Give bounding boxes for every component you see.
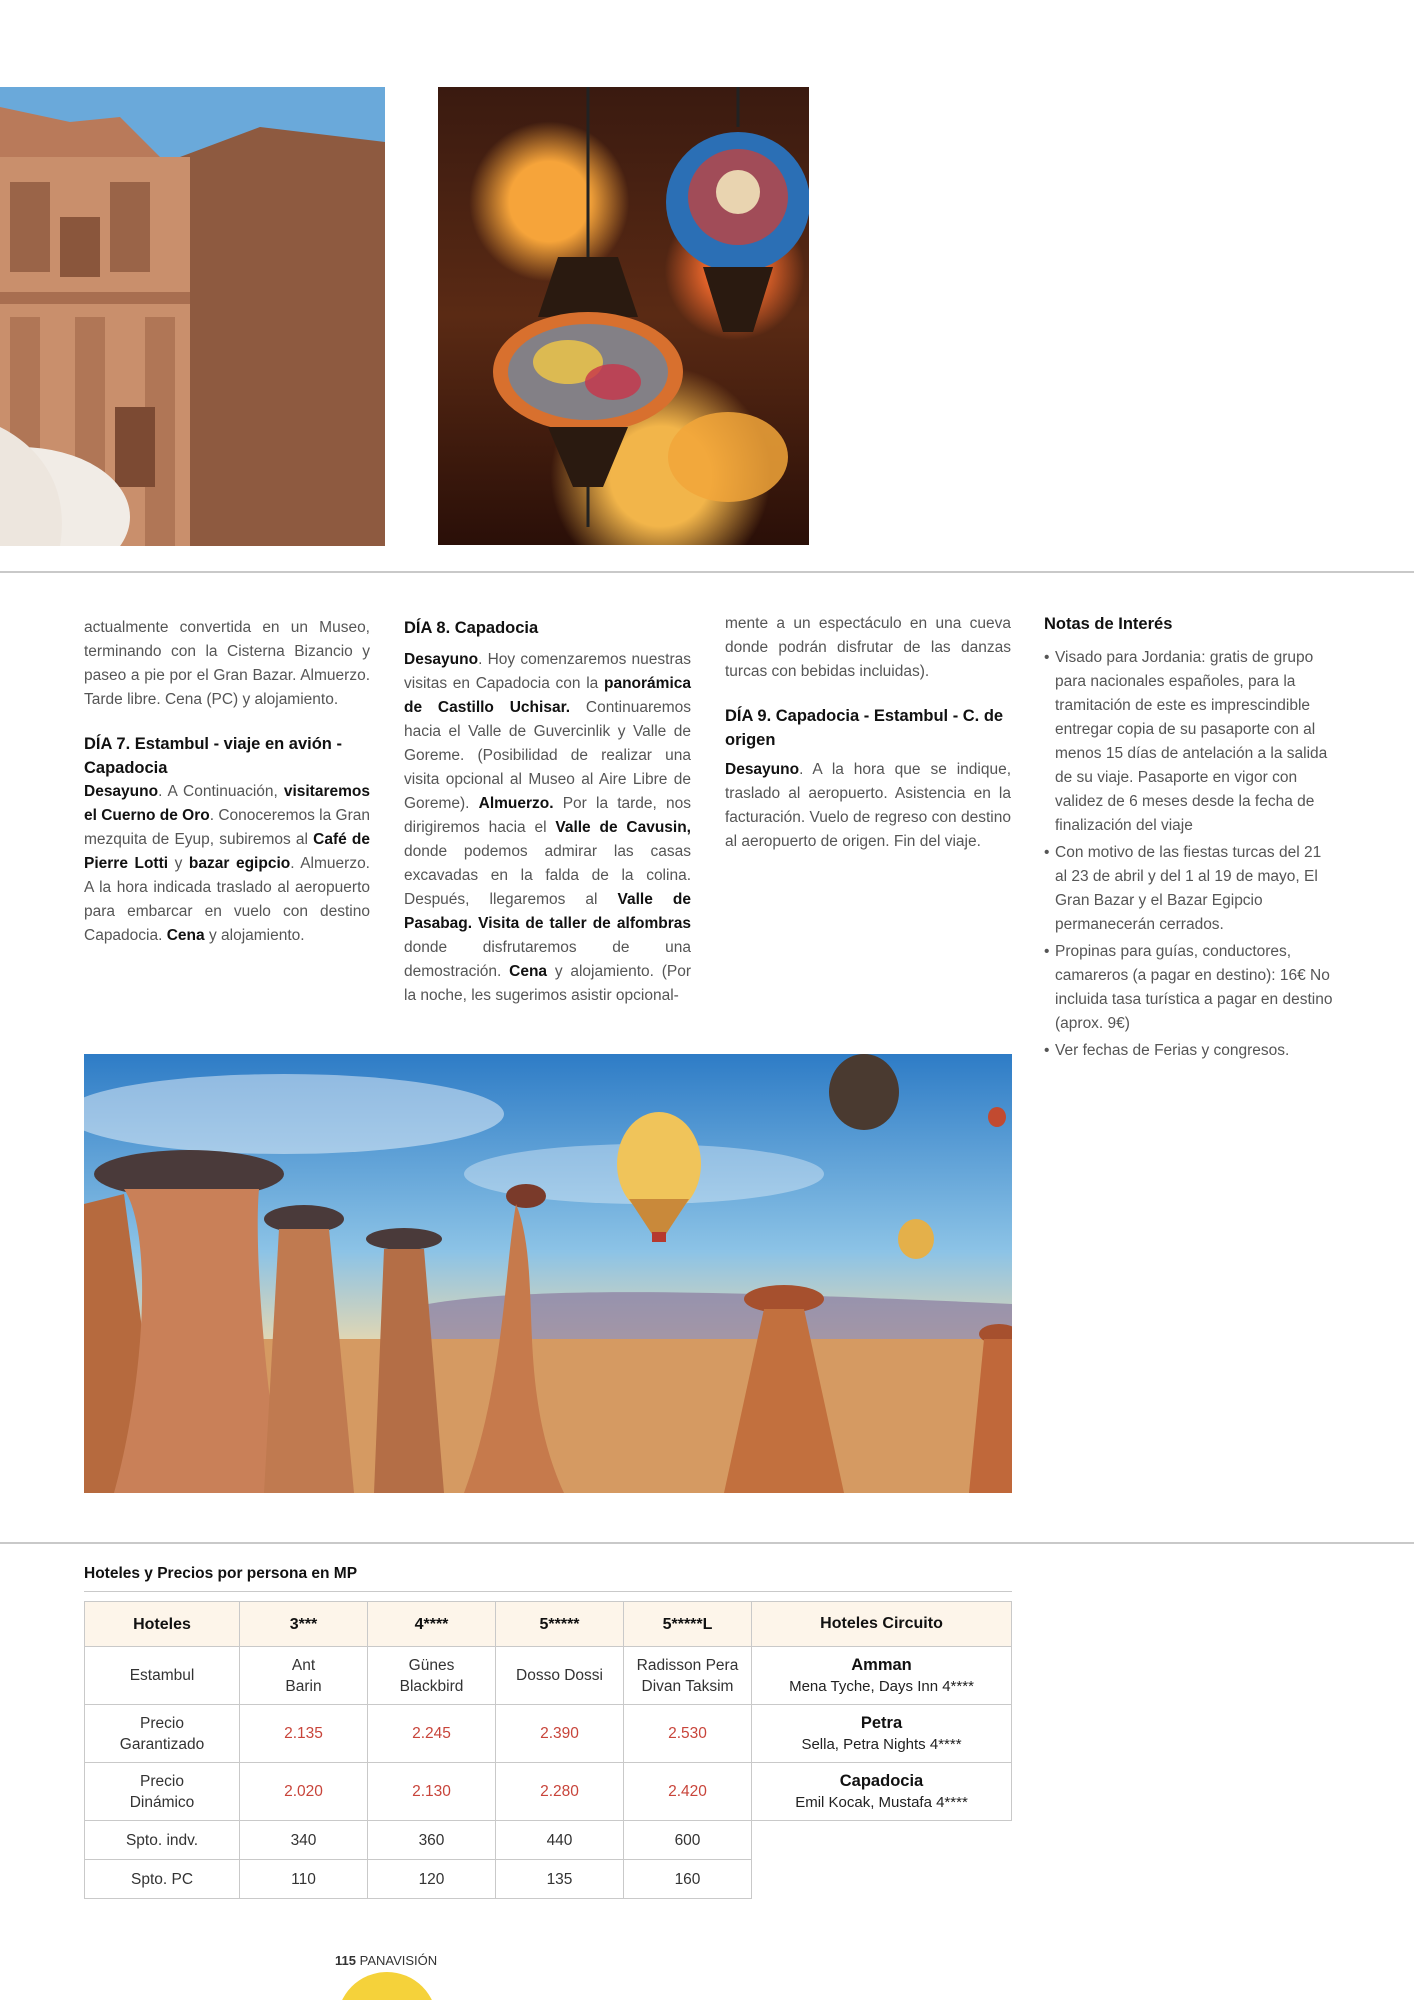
day9-text: Desayuno. A la hora que se indique, traslado al aeropuerto. Asistencia en la facturación. Vuelo de regreso con destino al aeropuerto de origen. Fin del viaje. [725, 761, 1011, 850]
price-cell: 2.280 [496, 1763, 624, 1821]
column-1 [84, 616, 370, 948]
col3-continuation: mente a un espectáculo en una cueva donde podrán disfrutar de las danzas turcas con bebidas incluidas). [725, 615, 1011, 680]
column-3 [725, 612, 1011, 854]
day9-title: DÍA 9. Capadocia - Estambul - C. de origen [725, 707, 1004, 749]
circuit-row [752, 1705, 1012, 1763]
price-cell: 2.420 [624, 1763, 752, 1821]
petra-photo [0, 87, 385, 546]
supplement-cell: 160 [624, 1860, 752, 1899]
price-cell: 2.390 [496, 1705, 624, 1763]
circuit-row [752, 1647, 1012, 1705]
row-label: Precio Garantizado [85, 1705, 240, 1763]
circuit-row [752, 1763, 1012, 1821]
table-row-garantizado [85, 1705, 752, 1763]
table-row-spto-pc [85, 1860, 752, 1899]
yellow-tab [337, 1972, 437, 2000]
note-item: • Con motivo de las fiestas turcas del 21 al 23 de abril y del 1 al 19 de mayo, El Gran Bazar y el Bazar Egipcio permanecerán cerrados. [1044, 841, 1334, 937]
note-item: • Propinas para guías, conductores, camareros (a pagar en destino): 16€ No incluida tasa turística a pagar en destino (aprox. 9€) [1044, 940, 1334, 1036]
price-table [84, 1601, 752, 1899]
circuit-city: Petra [860, 1713, 903, 1732]
notes-title: Notas de Interés [1044, 615, 1173, 633]
circuit-cell [752, 1647, 1012, 1705]
table-row-estambul [85, 1647, 752, 1705]
row-label: Precio Dinámico [85, 1763, 240, 1821]
header-5-star: 5***** [496, 1602, 624, 1647]
circuit-hotels: Mena Tyche, Days Inn 4**** [789, 1677, 974, 1695]
table-row-spto-indv [85, 1821, 752, 1860]
header-circuit: Hoteles Circuito [752, 1602, 1012, 1647]
prices-title-rule [84, 1591, 1012, 1592]
page-footer [335, 1953, 437, 1968]
supplement-cell: 110 [240, 1860, 368, 1899]
circuit-cell [752, 1705, 1012, 1763]
price-cell: 2.135 [240, 1705, 368, 1763]
notes-box [1044, 612, 1334, 1066]
note-item: • Visado para Jordania: gratis de grupo para nacionales españoles, para la tramitación de este es imprescindible entregar copia de su pasaporte con al menos 15 días de antelación a la salida de su viaje. Pasaporte en vigor con validez de 6 meses desde la fecha de finalización del viaje [1044, 646, 1334, 838]
column-2 [404, 616, 691, 1008]
day7-text: Desayuno. A Continuación, visitaremos el Cuerno de Oro. Conoceremos la Gran mezquita de Eyup, subiremos al Café de Pierre Lotti y bazar egipcio. Almuerzo. A la hora indicada traslado al aeropuerto para embarcar en vuelo con destino Capadocia. Cena y alojamiento. [84, 783, 370, 944]
prices-title: Hoteles y Precios por persona en MP [84, 1565, 358, 1582]
day8-title: DÍA 8. Capadocia [404, 619, 539, 637]
circuit-hotels: Emil Kocak, Mustafa 4**** [795, 1793, 968, 1811]
header-4-star: 4**** [368, 1602, 496, 1647]
supplement-cell: 360 [368, 1821, 496, 1860]
hotel-cell: Dosso Dossi [496, 1647, 624, 1705]
notes-list [1044, 646, 1334, 1063]
hotel-cell: Radisson Pera Divan Taksim [624, 1647, 752, 1705]
circuit-hotels: Sella, Petra Nights 4**** [801, 1735, 962, 1753]
circuit-city: Capadocia [839, 1771, 924, 1790]
supplement-cell: 440 [496, 1821, 624, 1860]
note-item: • Ver fechas de Ferias y congresos. [1044, 1039, 1334, 1063]
supplement-cell: 135 [496, 1860, 624, 1899]
lamps-photo [438, 87, 809, 545]
price-cell: 2.530 [624, 1705, 752, 1763]
page-number: 115 [335, 1953, 356, 1968]
circuit-hotels-table [751, 1601, 1012, 1821]
price-cell: 2.130 [368, 1763, 496, 1821]
cappadocia-illustration [84, 1054, 1012, 1493]
lamps-illustration [438, 87, 809, 545]
header-hoteles: Hoteles [85, 1602, 240, 1647]
day8-text: Desayuno. Hoy comenzaremos nuestras visitas en Capadocia con la panorámica de Castillo Uchisar. Continuaremos hacia el Valle de Guvercinlik y Valle de Goreme. (Posibilidad de realizar una visita opcional al Museo al Aire Libre de Goreme). Almuerzo. Por la tarde, nos dirigiremos hacia el Valle de Cavusin, donde podemos admirar las casas excavadas en la falda de la colina. Después, llegaremos al Valle de Pasabag. Visita de taller de alfombras donde disfrutaremos de una demostración. Cena y alojamiento. (Por la noche, les sugerimos asistir opcional- [404, 651, 692, 1004]
divider-bottom [0, 1542, 1414, 1544]
hotel-cell: Ant Barin [240, 1647, 368, 1705]
divider-top [0, 571, 1414, 573]
price-cell: 2.020 [240, 1763, 368, 1821]
cappadocia-photo [84, 1054, 1012, 1493]
brand-name: PANAVISIÓN [359, 1953, 438, 1968]
row-label: Spto. PC [85, 1860, 240, 1899]
circuit-city: Amman [851, 1655, 912, 1674]
price-cell: 2.245 [368, 1705, 496, 1763]
row-label: Estambul [85, 1647, 240, 1705]
supplement-cell: 340 [240, 1821, 368, 1860]
circuit-header-row [752, 1602, 1012, 1647]
table-header-row [85, 1602, 752, 1647]
row-label: Spto. indv. [85, 1821, 240, 1860]
day7-title: DÍA 7. Estambul - viaje en avión - Capadocia [84, 735, 342, 777]
supplement-cell: 600 [624, 1821, 752, 1860]
petra-illustration [0, 87, 385, 546]
hotel-cell: Günes Blackbird [368, 1647, 496, 1705]
circuit-cell [752, 1763, 1012, 1821]
supplement-cell: 120 [368, 1860, 496, 1899]
table-row-dinamico [85, 1763, 752, 1821]
header-3-star: 3*** [240, 1602, 368, 1647]
col1-intro: actualmente convertida en un Museo, terminando con la Cisterna Bizancio y paseo a pie por el Gran Bazar. Almuerzo. Tarde libre. Cena (PC) y alojamiento. [84, 619, 370, 708]
header-5-star-l: 5*****L [624, 1602, 752, 1647]
